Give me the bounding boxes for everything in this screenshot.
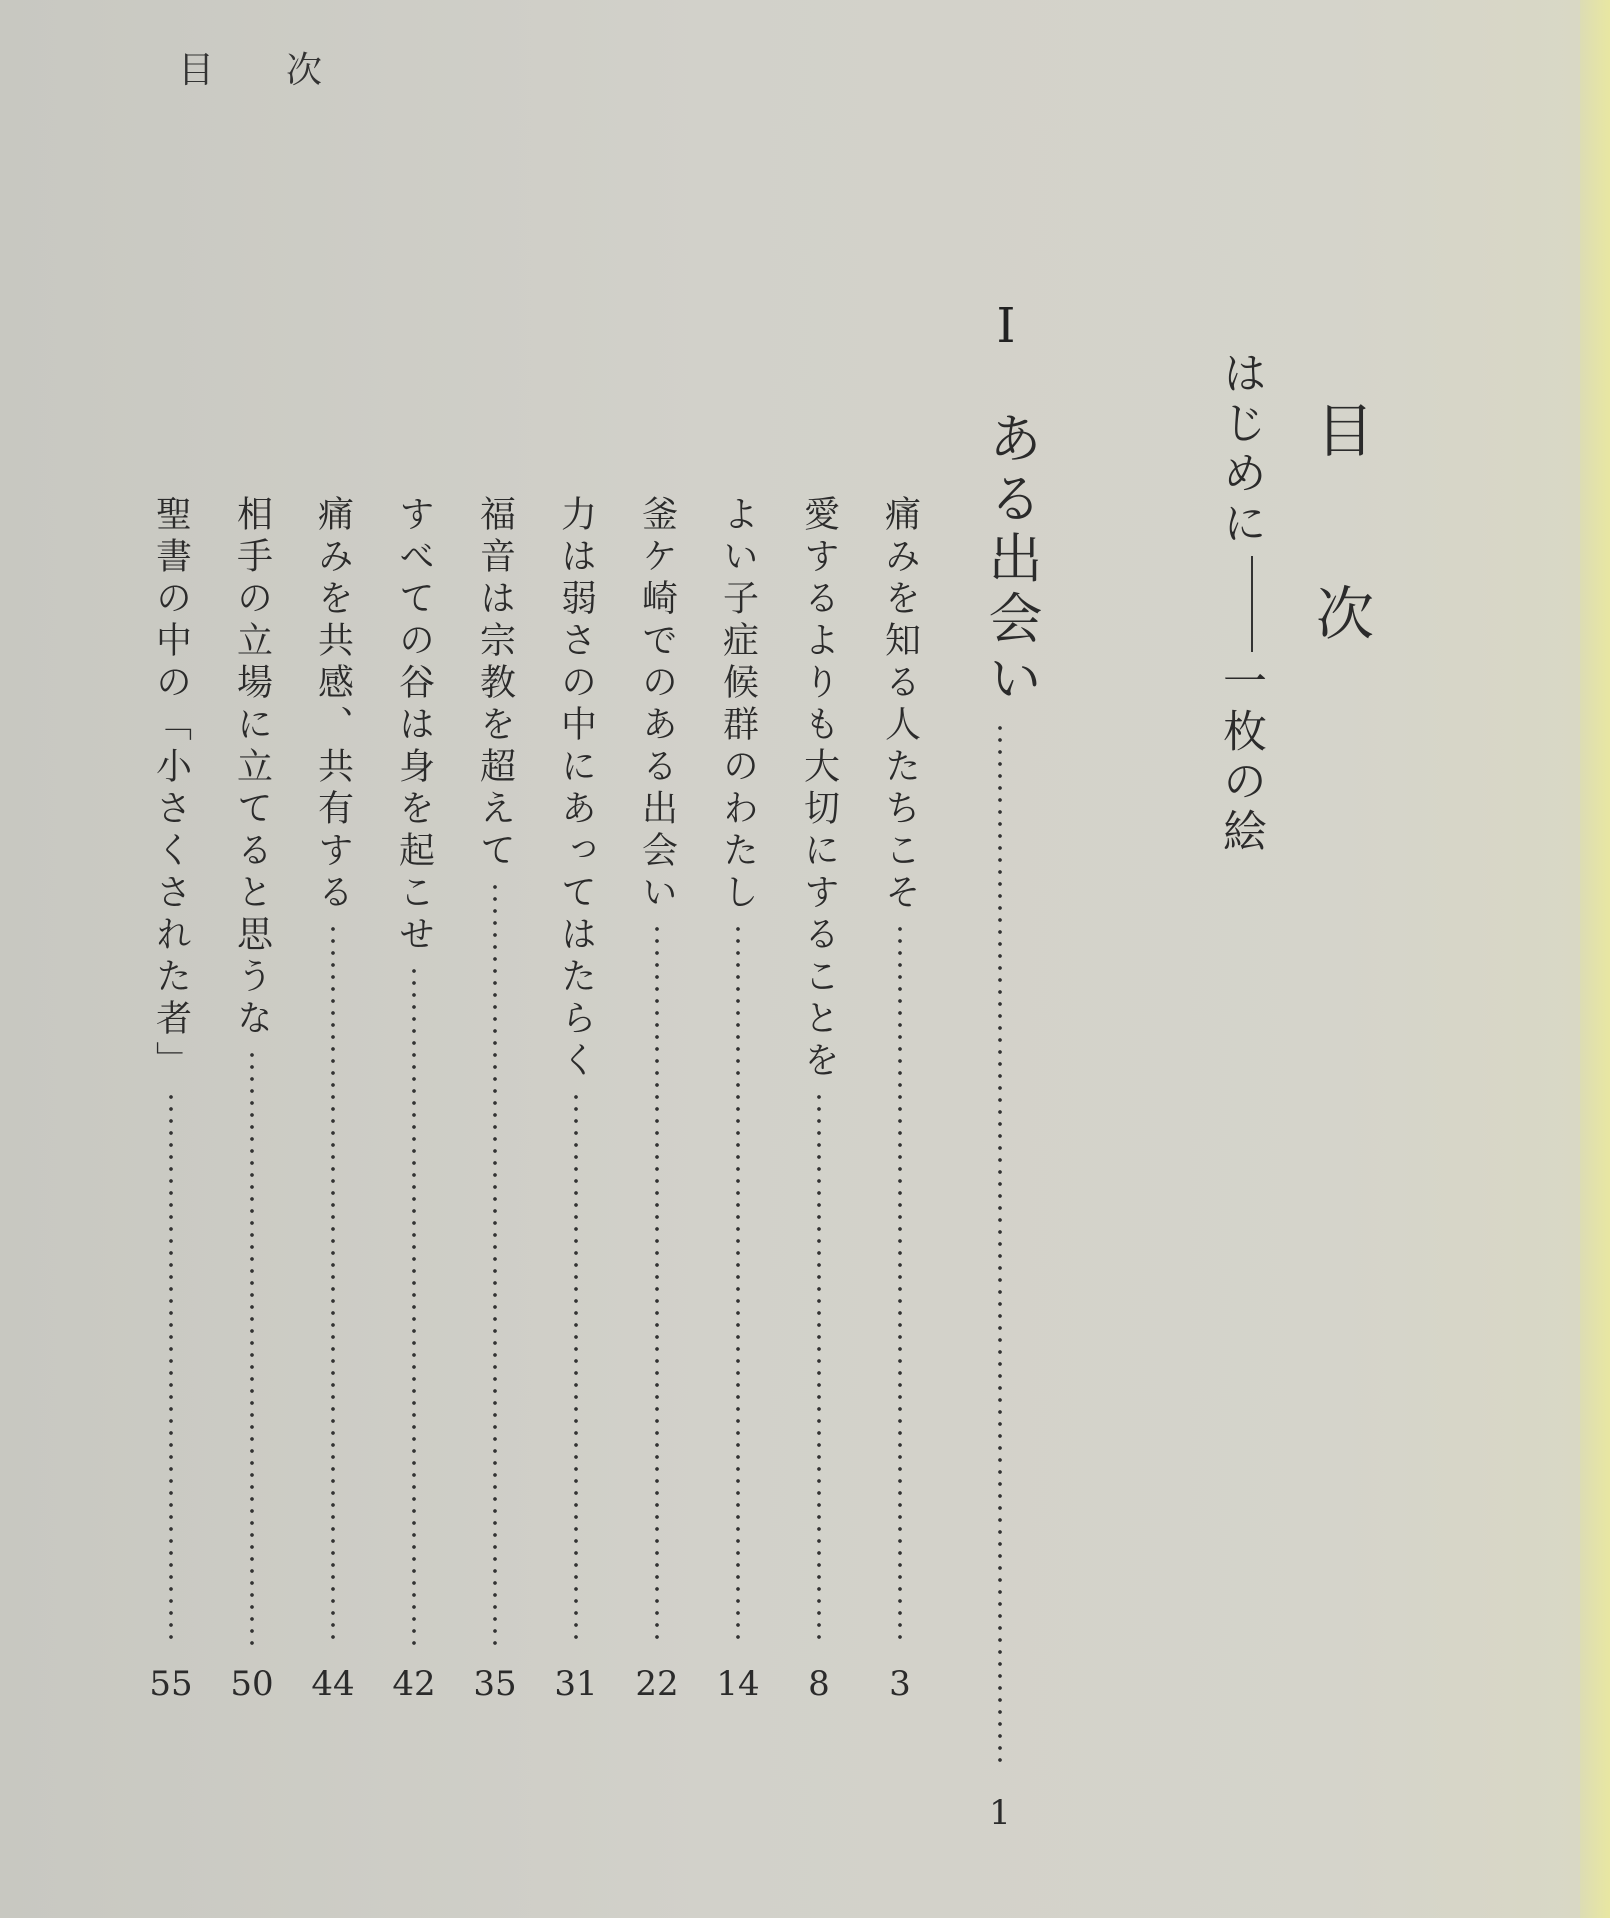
toc-entry[interactable]: [227, 495, 277, 1645]
preface-subtitle: 一枚の絵: [1215, 658, 1266, 858]
leader-dots: [736, 923, 740, 1645]
toc-page-number: 50: [230, 1664, 274, 1704]
toc-entry[interactable]: [389, 495, 439, 1645]
toc-page-number: 35: [473, 1664, 517, 1704]
toc-entry[interactable]: [632, 495, 682, 1645]
toc-entry-title: すべての谷は身を起こせ: [393, 495, 435, 957]
leader-dots: [574, 1091, 578, 1645]
toc-page-number: 22: [635, 1664, 679, 1704]
toc-entry-title: 力は弱さの中にあってはたらく: [555, 495, 597, 1083]
leader-dots: [493, 881, 497, 1645]
leader-dots: [412, 965, 416, 1645]
toc-entry-title: 相手の立場に立てると思うな: [231, 495, 273, 1041]
part-numeral: I: [996, 298, 1016, 354]
part-page-number: 1: [989, 1793, 1011, 1833]
toc-entry[interactable]: [308, 495, 358, 1645]
leader-dots: [898, 923, 902, 1645]
toc-entry[interactable]: [470, 495, 520, 1645]
running-head: [178, 42, 394, 93]
toc-page-number: 44: [311, 1664, 355, 1704]
toc-entry-title: よい子症候群のわたし: [717, 495, 759, 915]
page-edge: [1580, 0, 1610, 1918]
toc-entry[interactable]: [551, 495, 601, 1645]
preface-label: はじめに: [1215, 350, 1266, 550]
toc-page-number: 31: [554, 1664, 598, 1704]
preface-dash: [1251, 556, 1253, 652]
leader-dots: [331, 923, 335, 1645]
toc-entry-title: 痛みを知る人たちこそ: [879, 495, 921, 915]
toc-page-number: 42: [392, 1664, 436, 1704]
leader-dots: [817, 1091, 821, 1645]
page-title: 目次: [1306, 400, 1374, 766]
toc-entry[interactable]: [875, 495, 925, 1645]
part-leader-dots: [998, 722, 1002, 1767]
leader-dots: [169, 1091, 173, 1645]
toc-entry[interactable]: [713, 495, 763, 1645]
toc-entry-title: 愛するよりも大切にすることを: [798, 495, 840, 1083]
toc-page-number: 8: [808, 1664, 830, 1704]
running-head-char-2: 次: [286, 50, 325, 91]
toc-entry[interactable]: [794, 495, 844, 1645]
running-head-char-1: 目: [178, 50, 217, 91]
toc-page-number: 14: [716, 1664, 760, 1704]
toc-entry-title: 福音は宗教を超えて: [474, 495, 516, 873]
part-title: ある出会い: [980, 410, 1043, 710]
leader-dots: [655, 923, 659, 1645]
preface-entry: [1208, 350, 1272, 858]
toc-entry-title: 釜ケ崎でのある出会い: [636, 495, 678, 915]
toc-page-number: 3: [889, 1664, 911, 1704]
toc-entry-title: 聖書の中の「小さくされた者」: [150, 495, 192, 1083]
toc-entry-title: 痛みを共感、共有する: [312, 495, 354, 915]
toc-entry[interactable]: [146, 495, 196, 1645]
toc-page-number: 55: [149, 1664, 193, 1704]
leader-dots: [250, 1049, 254, 1645]
